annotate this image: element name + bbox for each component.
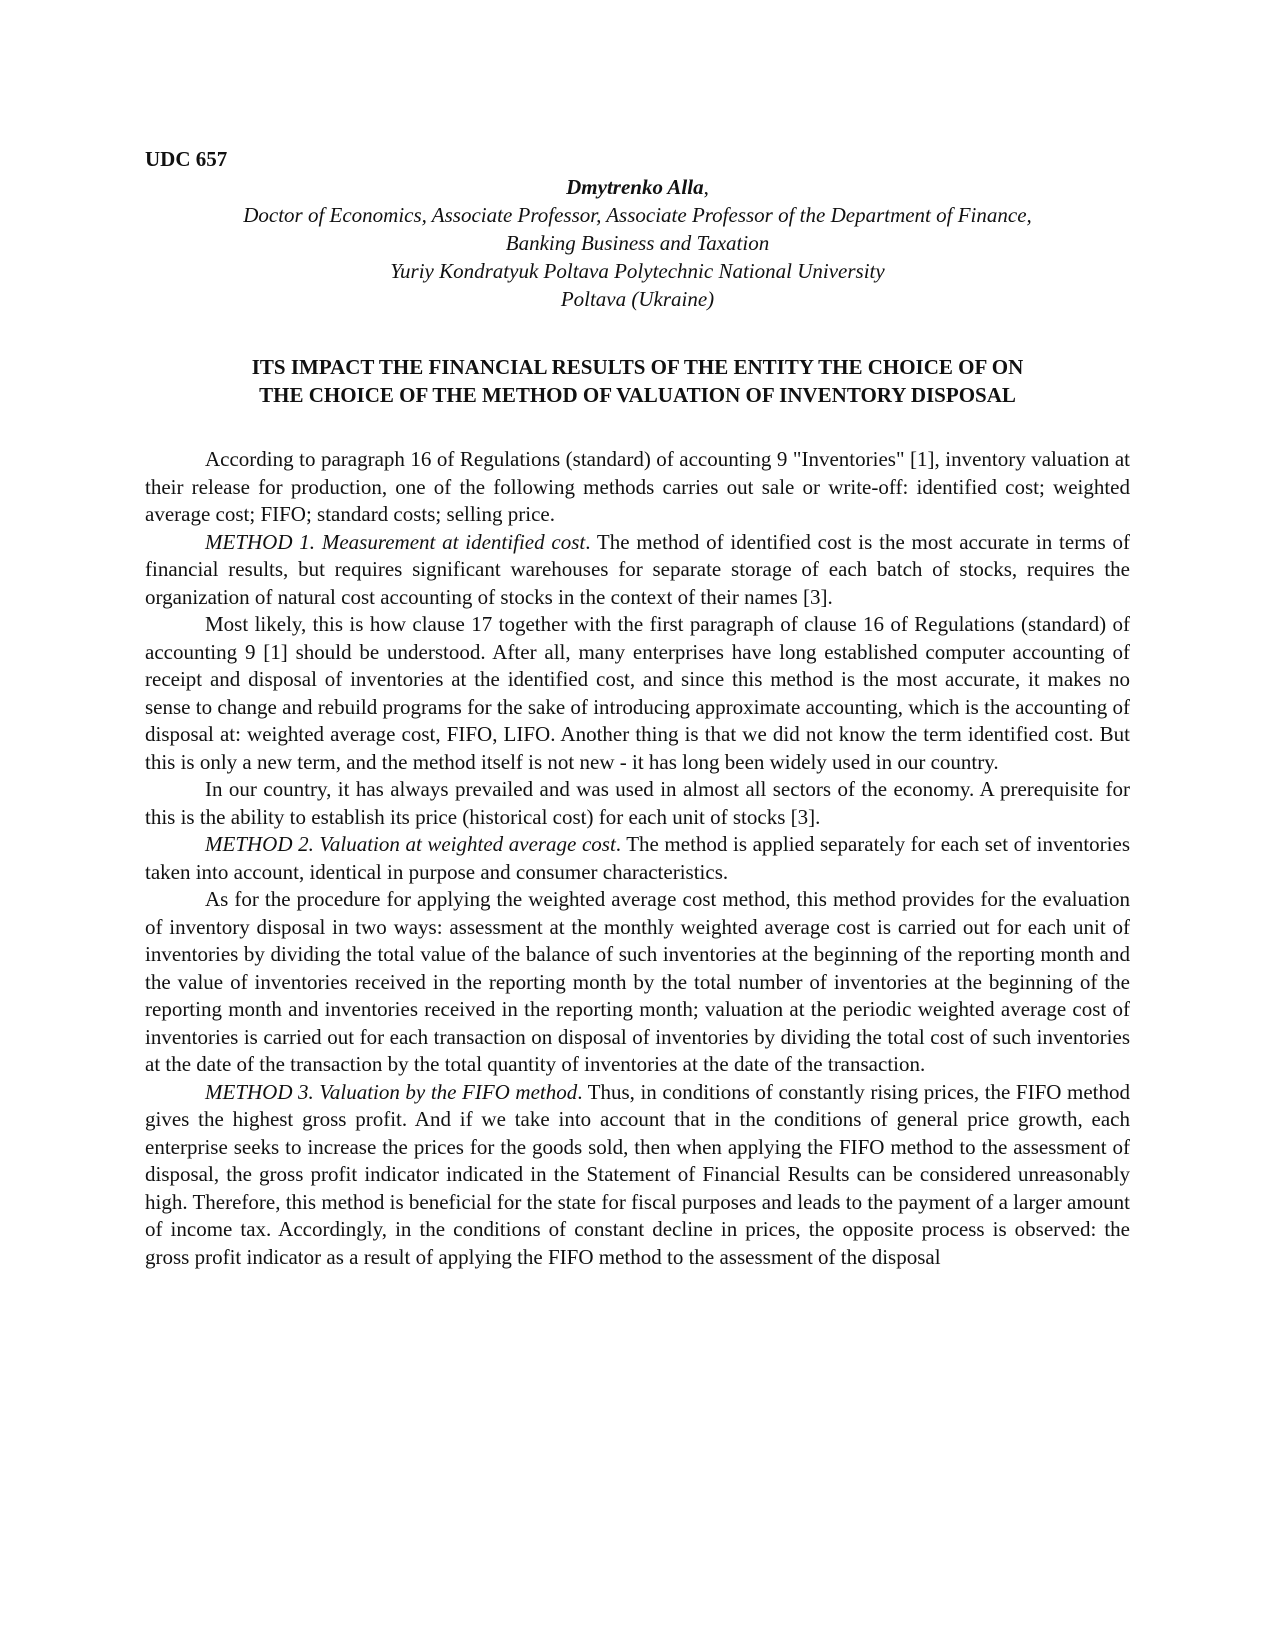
paragraph-text: According to paragraph 16 of Regulations (standard) of accounting 9 "Inventories" [1], inventory valuation at their release for production, one of the following methods carries out sale or write-off: identified cost; weighted average cost; FIFO; standard costs; selling price.: [145, 447, 1130, 526]
author-university: Yuriy Kondratyuk Poltava Polytechnic National University: [390, 259, 885, 283]
author-position-line2: Banking Business and Taxation: [505, 231, 770, 255]
author-name-suffix: ,: [703, 175, 709, 199]
paper-title: [145, 353, 1130, 409]
paper-title-line1: ITS IMPACT THE FINANCIAL RESULTS OF THE ENTITY THE CHOICE OF ON: [251, 355, 1024, 379]
method-1-heading: METHOD 1. Measurement at identified cost: [205, 529, 586, 554]
paragraph-text: . The method of identified cost is the most accurate in terms of financial results, but requires significant warehouses for separate storage of each batch of stocks, requires the organization of natural cost accounting of stocks in the context of their names [3].: [145, 529, 1130, 609]
paragraph-5: [145, 831, 1130, 886]
author-location: Poltava (Ukraine): [560, 287, 715, 311]
method-2-heading: METHOD 2. Valuation at weighted average cost: [205, 832, 616, 856]
paragraph-1: [145, 446, 1130, 529]
paragraph-text: As for the procedure for applying the weighted average cost method, this method provides for the evaluation of inventory disposal in two ways: assessment at the monthly weighted average cost is carried out for each unit of inventories by dividing the total value of the balance of such inventories at the beginning of the reporting month and the value of inventories received in the reporting month by the total number of inventories at the beginning of the reporting month and inventories received in the reporting month; valuation at the periodic weighted average cost of inventories is carried out for each transaction on disposal of inventories by dividing the total cost of such inventories at the date of the transaction by the total quantity of inventories at the date of the transaction.: [145, 887, 1130, 1076]
paper-body: [145, 446, 1130, 1271]
paragraph-text: . Thus, in conditions of constantly rising prices, the FIFO method gives the highest gross profit. And if we take into account that in the conditions of general price growth, each enterprise seeks to increase the prices for the goods sold, then when applying the FIFO method to the assessment of disposal, the gross profit indicator indicated in the Statement of Financial Results can be considered unreasonably high. Therefore, this method is beneficial for the state for fiscal purposes and leads to the payment of a larger amount of income tax. Accordingly, in the conditions of constant decline in prices, the opposite process is observed: the gross profit indicator as a result of applying the FIFO method to the assessment of the disposal: [145, 1079, 1130, 1269]
author-block: [145, 173, 1130, 313]
author-name: Dmytrenko Alla: [566, 175, 704, 199]
paragraph-2: [145, 529, 1130, 612]
paragraph-4: [145, 776, 1130, 831]
method-3-heading: METHOD 3. Valuation by the FIFO method: [205, 1079, 578, 1104]
author-name-line: [145, 173, 1130, 201]
paragraph-7: [145, 1079, 1130, 1272]
paragraph-3: [145, 611, 1130, 776]
paragraph-text: Most likely, this is how clause 17 together with the first paragraph of clause 16 of Regulations (standard) of accounting 9 [1] should be understood. After all, many enterprises have long established computer accounting of receipt and disposal of inventories at the identified cost, and since this method is the most accurate, it makes no sense to change and rebuild programs for the sake of introducing approximate accounting, which is the accounting of disposal at: weighted average cost, FIFO, LIFO. Another thing is that we did not know the term identified cost. But this is only a new term, and the method itself is not new - it has long been widely used in our country.: [145, 612, 1130, 774]
udc-code: UDC 657: [145, 147, 228, 171]
paragraph-6: [145, 886, 1130, 1079]
paragraph-text: In our country, it has always prevailed and was used in almost all sectors of the economy. A prerequisite for this is the ability to establish its price (historical cost) for each unit of stocks [3].: [145, 777, 1130, 829]
paragraph-text: . The method is applied separately for each set of inventories taken into account, identical in purpose and consumer characteristics.: [145, 832, 1130, 884]
author-position-line1: Doctor of Economics, Associate Professor, Associate Professor of the Department of Finance,: [243, 203, 1032, 227]
paper-title-line2: THE CHOICE OF THE METHOD OF VALUATION OF INVENTORY DISPOSAL: [259, 383, 1016, 407]
